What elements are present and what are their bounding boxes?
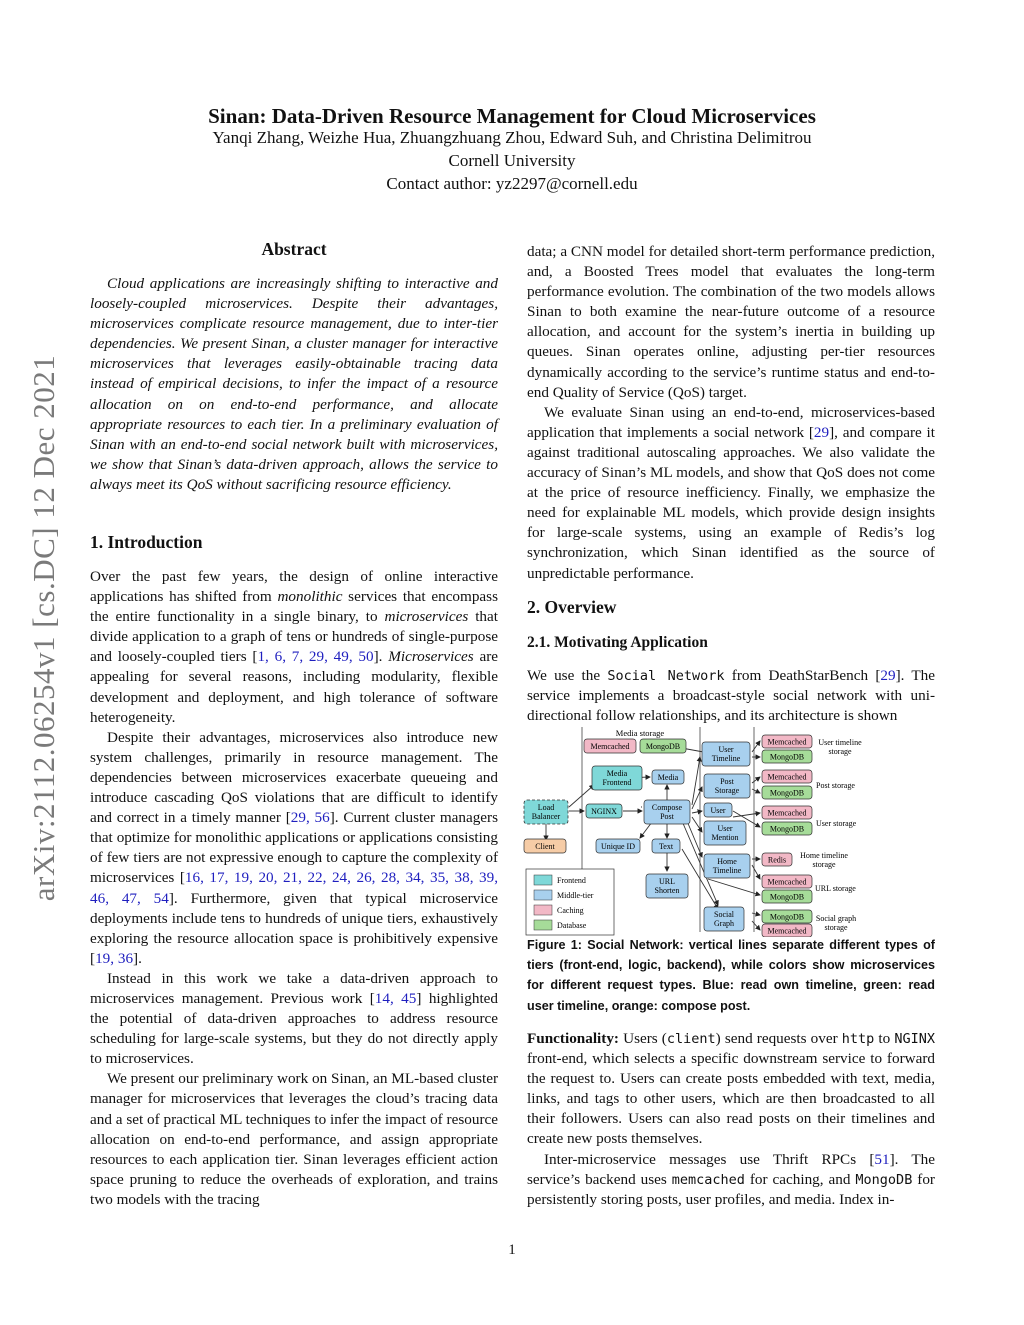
svg-text:Post: Post bbox=[720, 777, 734, 786]
svg-text:Memcached: Memcached bbox=[767, 877, 807, 887]
citation-link[interactable]: 1, 6, 7, 29, 49, 50 bbox=[257, 648, 374, 666]
abstract-paragraph: Cloud applications are increasingly shifting to interactive and loosely-coupled microservices. Despite their advantages, microservices complicate resource management, due to inter-tier dependencies. We present Sinan, a cluster manager for interactive microservices that leverages easily-obtainable tracing data instead of empirical decisions, to infer the impact of a resource allocation on on end-to-end performance, and allocate appropriate resources to each tier. In a preliminary evaluation of Sinan with an end-to-end social network built with microservices, we show that Sinan’s data-driven approach, allows the service to always meet its QoS without sacrificing resource efficiency. bbox=[90, 275, 498, 493]
svg-text:storage: storage bbox=[824, 923, 848, 932]
arxiv-identifier-text: arXiv:2112.06254v1 [cs.DC] 12 Dec 2021 bbox=[26, 354, 61, 902]
svg-text:MongoDB: MongoDB bbox=[769, 892, 805, 902]
svg-text:Balancer: Balancer bbox=[531, 812, 561, 821]
legend-middle-tier: Middle-tier bbox=[557, 891, 594, 900]
node-text bbox=[652, 839, 680, 853]
label-user-storage: User storage bbox=[816, 819, 857, 828]
svg-text:Media: Media bbox=[606, 769, 628, 778]
label-home-timeline-storage: Home timeline bbox=[800, 851, 848, 860]
svg-text:Social: Social bbox=[714, 910, 734, 919]
node-social-graph bbox=[704, 907, 744, 931]
svg-text:URL: URL bbox=[659, 877, 675, 886]
figure-social-network-architecture bbox=[522, 727, 934, 937]
node-media bbox=[652, 770, 684, 784]
functionality-section bbox=[527, 1029, 935, 1210]
node-home-timeline bbox=[704, 854, 750, 878]
node-unique-id bbox=[596, 839, 640, 853]
legend-frontend: Frontend bbox=[557, 876, 586, 885]
author-list: Yanqi Zhang, Weizhe Hua, Zhuangzhuang Zhou, Edward Suh, and Christina Delimitrou bbox=[212, 128, 812, 147]
node-nginx bbox=[586, 804, 622, 818]
citation-link[interactable]: 29 bbox=[880, 667, 896, 684]
label-user-timeline-storage: User timeline bbox=[818, 738, 862, 747]
abstract-heading: Abstract bbox=[261, 239, 327, 259]
svg-text:MongoDB: MongoDB bbox=[769, 788, 805, 798]
svg-text:Memcached: Memcached bbox=[767, 772, 807, 782]
svg-text:Post: Post bbox=[660, 812, 674, 821]
node-load-balancer bbox=[524, 800, 568, 824]
abstract-text bbox=[90, 274, 498, 495]
label-media-storage: Media storage bbox=[615, 728, 665, 738]
node-redis bbox=[762, 853, 792, 866]
citation-link[interactable]: 29, 56 bbox=[290, 809, 330, 827]
intro-paragraph-3: Instead in this work we take a data-driven approach to microservices management. Previous work [14, 45] highlighted the potential of data-driven approaches to address resource scheduling for large-scale systems, but they do not directly apply to microservices. bbox=[90, 969, 499, 1068]
node-url-shorten bbox=[646, 874, 688, 898]
svg-text:Memcached: Memcached bbox=[590, 742, 630, 751]
svg-text:storage: storage bbox=[812, 860, 836, 869]
node-client bbox=[524, 839, 566, 853]
svg-text:User: User bbox=[717, 824, 733, 833]
node-memcached-user bbox=[762, 806, 812, 819]
svg-text:Compose: Compose bbox=[651, 803, 683, 812]
svg-text:Graph: Graph bbox=[714, 919, 734, 928]
motivating-application-heading: 2.1. Motivating Application bbox=[527, 634, 708, 651]
legend-database: Database bbox=[557, 921, 587, 930]
introduction-heading: 1. Introduction bbox=[90, 532, 203, 552]
label-post-storage: Post storage bbox=[816, 781, 855, 790]
architecture-diagram bbox=[522, 727, 934, 937]
affiliation: Cornell University bbox=[448, 151, 576, 170]
citation-link[interactable]: 29 bbox=[813, 423, 830, 441]
svg-text:Shorten: Shorten bbox=[654, 886, 680, 895]
legend-caching: Caching bbox=[557, 906, 584, 915]
svg-text:MongoDB: MongoDB bbox=[769, 824, 805, 834]
node-mongodb-user-timeline bbox=[762, 750, 812, 763]
figure-legend bbox=[526, 869, 614, 935]
right-paragraph-3: We use the Social Network from DeathStarBench [29]. The service implements a broadcast-style social network with uni-directional follow relationships, and its architecture is shown bbox=[527, 667, 935, 725]
citation-link[interactable]: 19, 36 bbox=[95, 949, 134, 967]
node-mongodb-url bbox=[762, 890, 812, 903]
svg-text:Memcached: Memcached bbox=[767, 926, 807, 936]
svg-text:Client: Client bbox=[535, 842, 555, 851]
svg-text:storage: storage bbox=[828, 747, 852, 756]
node-mongodb-post bbox=[762, 786, 812, 799]
svg-text:Media: Media bbox=[657, 773, 679, 782]
node-memcached-user-timeline bbox=[762, 735, 812, 748]
svg-text:User: User bbox=[710, 806, 726, 815]
right-paragraph-1: data; a CNN model for detailed short-term performance prediction, and, a Boosted Trees model that evaluates the long-term performance evolution. The combination of the two models allows Sinan to both examine the near-future outcome of a resource allocation, and account for the system’s inertia in building up queues. Sinan operates online, adjusting per-tier resources dynamically according to the service’s runtime status and end-to-end Quality of Service (QoS) target. bbox=[527, 243, 935, 401]
motivating-application-text bbox=[527, 666, 935, 726]
right-paragraph-2: We evaluate Sinan using an end-to-end, microservices-based application that implements a social network [29], and compare it against traditional autoscaling approaches. We also validate the accuracy of Sinan’s ML models, and show that QoS does not come at the price of resource inefficiency. Finally, we emphasize the need for explainable ML models, which provide design insights for large-scale systems, using an example of Redis’s log synchronization, which Sinan identified as the source of unpredictable performance. bbox=[527, 403, 935, 582]
node-memcached-url bbox=[762, 875, 812, 888]
right-column-top bbox=[527, 242, 935, 584]
label-url-storage: URL storage bbox=[815, 884, 856, 893]
node-user bbox=[704, 803, 732, 817]
intro-paragraph-1: Over the past few years, the design of online interactive applications has shifted from monolithic services that encompass the entire functionality in a single binary, to microservices that divide application to a graph of tens or hundreds of single-purpose and loosely-coupled tiers [1, 6, 7, 29, 49, 50]. Microservices are appealing for several reasons, including modularity, flexible development and deployment, and high tolerance of software heterogeneity. bbox=[90, 568, 498, 726]
node-memcached-media bbox=[584, 739, 636, 753]
node-mongodb-media bbox=[640, 739, 686, 753]
node-mongodb-user bbox=[762, 822, 812, 835]
svg-text:Memcached: Memcached bbox=[767, 737, 807, 747]
svg-text:MongoDB: MongoDB bbox=[645, 742, 681, 751]
right-paragraph-5: Inter-microservice messages use Thrift RPCs [51]. The service’s backend uses memcached for caching, and MongoDB for persistently storing posts, user profiles, and media. Index in- bbox=[527, 1150, 935, 1208]
introduction-body bbox=[90, 567, 498, 1210]
paper-title: Sinan: Data-Driven Resource Management for Cloud Microservices bbox=[208, 104, 816, 128]
node-compose-post bbox=[644, 800, 690, 824]
svg-text:Home: Home bbox=[717, 857, 737, 866]
label-social-graph-storage: Social graph bbox=[815, 914, 857, 923]
svg-text:Load: Load bbox=[537, 803, 555, 812]
right-paragraph-4: Functionality: Users (client) send requests over http to NGINX front-end, which selects a specific downstream service to forward the request to. Users can create posts embedded with text, media, links, and tags to other users, which are then broadcasted to all their followers. Users can also read posts on their timelines and create new posts themselves. bbox=[527, 1030, 935, 1148]
intro-paragraph-4: We present our preliminary work on Sinan, an ML-based cluster manager for microservices that leverages the cloud’s tracing data and a set of practical ML techniques to infer the impact of resource allocation on end-to-end performance, and assign appropriate resources to each application tier. Sinan leverages efficient action space pruning to reduce the overheads of exploration, and trains two models with the tracing bbox=[90, 1070, 499, 1208]
overview-heading: 2. Overview bbox=[527, 597, 617, 617]
node-media-frontend bbox=[592, 766, 642, 790]
svg-text:MongoDB: MongoDB bbox=[769, 752, 805, 762]
svg-text:Frontend: Frontend bbox=[602, 778, 632, 787]
node-user-mention bbox=[704, 821, 746, 845]
node-memcached-post bbox=[762, 770, 812, 783]
svg-text:Storage: Storage bbox=[714, 786, 740, 795]
svg-text:Text: Text bbox=[658, 842, 674, 851]
citation-link[interactable]: 14, 45 bbox=[374, 989, 417, 1007]
node-post-storage bbox=[704, 774, 750, 798]
svg-text:NGINX: NGINX bbox=[591, 807, 617, 816]
svg-text:Redis: Redis bbox=[767, 855, 787, 865]
svg-text:User: User bbox=[718, 745, 734, 754]
citation-link[interactable]: 16, 17, 19, 20, 21, 22, 24, 26, 28, 34, 35, 38, 39, 46, 47, 54 bbox=[90, 869, 498, 907]
node-user-timeline bbox=[702, 742, 750, 766]
contact-author: Contact author: yz2297@cornell.edu bbox=[386, 174, 638, 193]
page-number: 1 bbox=[508, 1242, 516, 1258]
node-mongodb-social-graph bbox=[762, 910, 812, 923]
svg-text:Mention: Mention bbox=[711, 833, 739, 842]
svg-text:Timeline: Timeline bbox=[712, 866, 742, 875]
svg-text:Unique ID: Unique ID bbox=[601, 842, 635, 851]
svg-text:MongoDB: MongoDB bbox=[769, 912, 805, 922]
svg-text:Memcached: Memcached bbox=[767, 808, 807, 818]
svg-text:Timeline: Timeline bbox=[711, 754, 741, 763]
citation-link[interactable]: 51 bbox=[874, 1150, 890, 1168]
intro-paragraph-2: Despite their advantages, microservices also introduce new system challenges, primarily in resource management. The dependencies between microservices exacerbate queueing and introduce cascading QoS violations that are difficult to identify and correct in a timely manner [29, 56]. Current cluster managers that optimize for monolithic applications or applications consisting of few tiers are not expressive enough to capture the complexity of microservices [16, 17, 19, 20, 21, 22, 24, 26, 28, 34, 35, 38, 39, 46, 47, 54]. Furthermore, given that typical microservice deployments include tens to hundreds of unique tiers, exhaustively exploring the resource allocation space is prohibitively expensive [19, 36]. bbox=[90, 728, 499, 967]
figure-caption: Figure 1: Social Network: vertical lines separate different types of tiers (front-end, logic, backend), while colors show microservices for different request types. Blue: read own timeline, green: read user timeline, orange: compose post. bbox=[527, 938, 935, 1013]
